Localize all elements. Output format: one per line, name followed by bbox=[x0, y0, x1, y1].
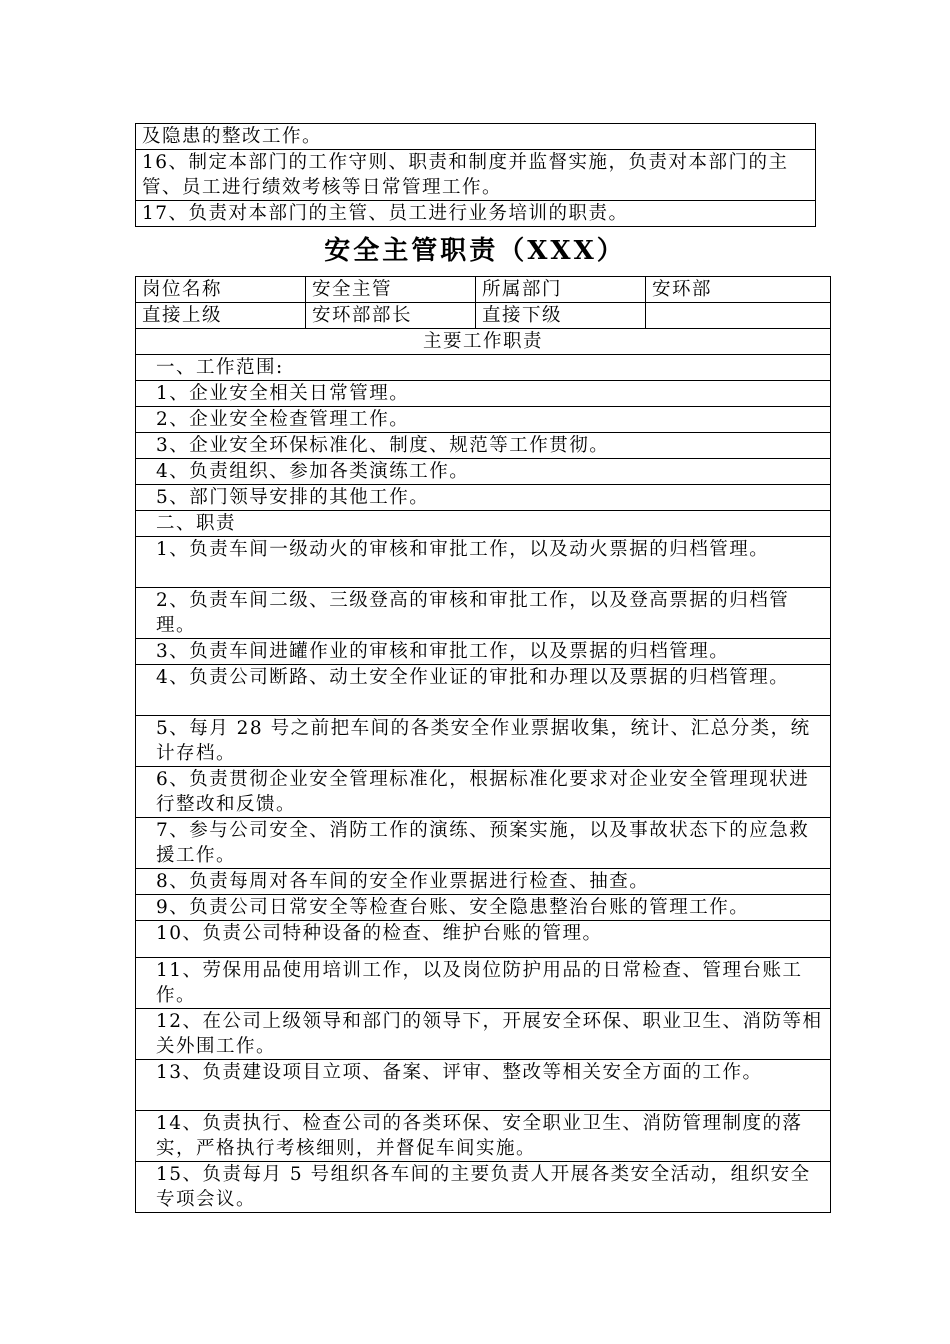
duty-item: 15、负责每月 5 号组织各车间的主要负责人开展各类安全活动，组织安全专项会议。 bbox=[136, 1162, 831, 1213]
superior-value: 安环部部长 bbox=[306, 303, 476, 329]
scope-item: 5、部门领导安排的其他工作。 bbox=[136, 485, 831, 511]
duty-item: 14、负责执行、检查公司的各类环保、安全职业卫生、消防管理制度的落实，严格执行考核细则，并督促车间实施。 bbox=[136, 1111, 831, 1162]
previous-duties-table bbox=[135, 123, 816, 227]
duty-item: 2、负责车间二级、三级登高的审核和审批工作，以及登高票据的归档管理。 bbox=[136, 588, 831, 639]
main-duties-title: 主要工作职责 bbox=[136, 329, 831, 355]
duty-row-continued: 及隐患的整改工作。 bbox=[136, 124, 816, 150]
page-title: 安全主管职责（XXX） bbox=[324, 236, 626, 266]
scope-item: 2、企业安全检查管理工作。 bbox=[136, 407, 831, 433]
department-label: 所属部门 bbox=[476, 277, 646, 303]
duty-item: 12、在公司上级领导和部门的领导下，开展安全环保、职业卫生、消防等相关外围工作。 bbox=[136, 1009, 831, 1060]
duty-row-17: 17、负责对本部门的主管、员工进行业务培训的职责。 bbox=[136, 201, 816, 227]
duty-item: 7、参与公司安全、消防工作的演练、预案实施，以及事故状态下的应急救援工作。 bbox=[136, 818, 831, 869]
duty-item: 3、负责车间进罐作业的审核和审批工作，以及票据的归档管理。 bbox=[136, 639, 831, 665]
duty-item: 1、负责车间一级动火的审核和审批工作，以及动火票据的归档管理。 bbox=[136, 537, 831, 588]
scope-item: 3、企业安全环保标准化、制度、规范等工作贯彻。 bbox=[136, 433, 831, 459]
superior-label: 直接上级 bbox=[136, 303, 306, 329]
subordinate-value bbox=[646, 303, 831, 329]
duty-row-16: 16、制定本部门的工作守则、职责和制度并监督实施，负责对本部门的主管、员工进行绩效考核等日常管理工作。 bbox=[136, 150, 816, 201]
duty-item: 11、劳保用品使用培训工作，以及岗位防护用品的日常检查、管理台账工作。 bbox=[136, 958, 831, 1009]
position-value: 安全主管 bbox=[306, 277, 476, 303]
duty-item: 13、负责建设项目立项、备案、评审、整改等相关安全方面的工作。 bbox=[136, 1060, 831, 1111]
duty-item: 4、负责公司断路、动土安全作业证的审批和办理以及票据的归档管理。 bbox=[136, 665, 831, 716]
scope-item: 1、企业安全相关日常管理。 bbox=[136, 381, 831, 407]
duty-item: 8、负责每周对各车间的安全作业票据进行检查、抽查。 bbox=[136, 869, 831, 895]
duties-heading: 二、职责 bbox=[136, 511, 831, 537]
department-value: 安环部 bbox=[646, 277, 831, 303]
position-label: 岗位名称 bbox=[136, 277, 306, 303]
scope-heading: 一、工作范围: bbox=[136, 355, 831, 381]
duty-item: 10、负责公司特种设备的检查、维护台账的管理。 bbox=[136, 921, 831, 958]
job-duties-table bbox=[135, 276, 831, 1213]
scope-item: 4、负责组织、参加各类演练工作。 bbox=[136, 459, 831, 485]
duty-item: 9、负责公司日常安全等检查台账、安全隐患整治台账的管理工作。 bbox=[136, 895, 831, 921]
duty-item: 5、每月 28 号之前把车间的各类安全作业票据收集，统计、汇总分类，统计存档。 bbox=[136, 716, 831, 767]
subordinate-label: 直接下级 bbox=[476, 303, 646, 329]
duty-item: 6、负责贯彻企业安全管理标准化，根据标准化要求对企业安全管理现状进行整改和反馈。 bbox=[136, 767, 831, 818]
